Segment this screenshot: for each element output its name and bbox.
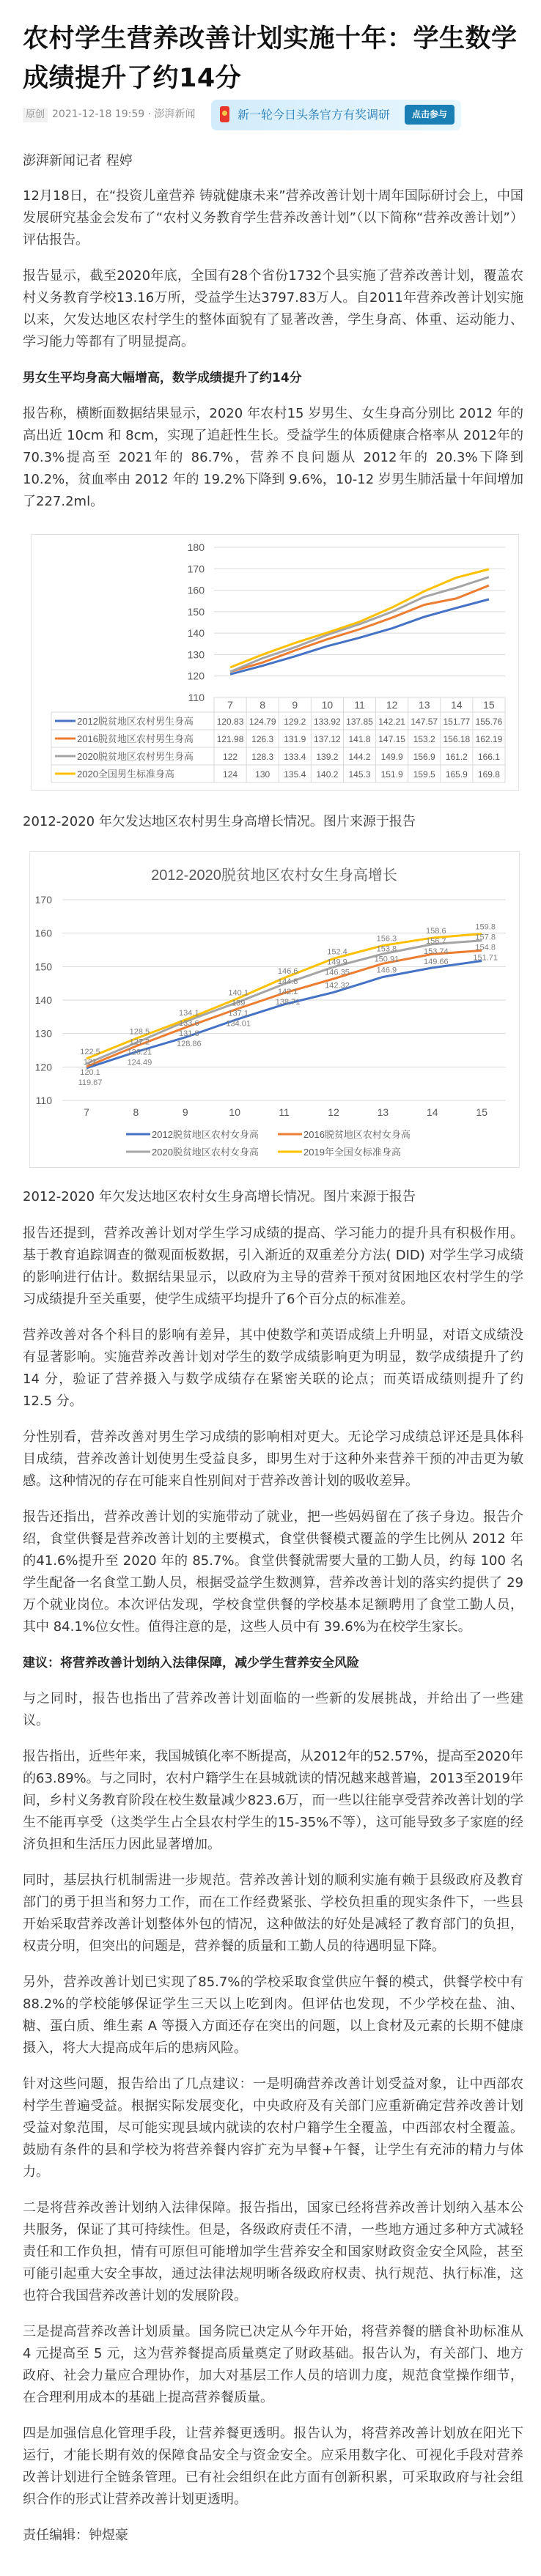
series-line-2: [230, 585, 489, 672]
series-line-3: [230, 577, 489, 672]
data-label: 134.01: [226, 1019, 251, 1029]
girls-height-chart: [29, 851, 520, 1168]
paragraph: 同时，基层执行机制需进一步规范。营养改善计划的顺利实施有赖于县级政府及教育部门的勇于担当和努力工作，而在工作经费紧张、学校负担重的现实条件下，一些县开始采取营养改善计划整体外包的情况，这种做法的好处是减轻了教育部门的负担，权责分明，但突出的问题是，营养餐的质量和工勤人员的待遇明显下降。: [23, 1873, 523, 1954]
y-tick-label: 120: [34, 1061, 52, 1073]
data-label: 144.8: [277, 977, 298, 986]
table-cell-value: 147.15: [378, 734, 405, 744]
y-tick-label: 150: [34, 961, 52, 973]
table-cell-value: 169.8: [477, 769, 500, 780]
y-tick-label: 180: [187, 541, 205, 553]
table-cell-value: 120.83: [216, 717, 244, 727]
table-cell-value: 129.2: [284, 717, 306, 727]
x-tick-label: 15: [483, 699, 495, 711]
section-heading: 建议：将营养改善计划纳入法律保障，减少学生营养安全风险: [23, 1656, 359, 1670]
x-tick-label: 15: [476, 1106, 487, 1118]
table-cell-value: 151.77: [443, 717, 471, 727]
article-title: 农村学生营养改善计划实施十年：学生数学成绩提升了约14分: [23, 24, 518, 93]
data-label: 159.8: [475, 922, 496, 932]
data-label: 150.91: [374, 955, 400, 964]
survey-banner[interactable]: [211, 100, 461, 130]
data-label: 128.5: [129, 1027, 150, 1037]
table-cell-value: 142.21: [378, 717, 405, 727]
x-tick-label: 11: [354, 699, 365, 711]
paragraph: 报告还提到，营养改善计划对学生学习成绩的提高、学习能力的提升具有积极作用。基于教育追踪调查的微观面板数据，引入渐近的双重差分方法( DID) 对学生学习成绩的影响进行估计。数据结果显示，以政府为主导的营养干预对贫困地区农村学生的学习成绩提升至关重要，使学生成绩平均提升了6个百分点的标准差。: [23, 1226, 523, 1307]
data-label: 127.2: [129, 1037, 150, 1047]
data-label: 142.1: [277, 987, 298, 996]
data-label: 146.9: [376, 966, 397, 975]
data-label: 137.1: [228, 1009, 249, 1018]
chart-caption: 2012-2020 年欠发达地区农村男生身高增长情况。图片来源于报告: [23, 814, 416, 829]
table-cell-value: 122: [223, 752, 238, 762]
data-label: 128.86: [176, 1039, 202, 1048]
chart-caption: 2012-2020 年欠发达地区农村女生身高增长情况。图片来源于报告: [23, 1189, 416, 1204]
author-line: 澎湃新闻记者 程婷: [23, 153, 133, 169]
table-cell-value: 165.9: [445, 769, 468, 780]
paragraph: 报告指出，近些年来，我国城镇化率不断提高，从2012年的52.57%，提高至2020年的63.89%。与之同时，农村户籍学生在县城就读的情况越来越普遍，2013至2019年间，乡村义务教育阶段在校生数量减少823.6万，而一些以往能享受营养改善计划的学生不能再享受（这类学生占全县农村学生的15-35%不等），这可能导致多子家庭的经济负担和生活压力因此显著增加。: [23, 1749, 523, 1852]
x-tick-label: 9: [292, 699, 298, 711]
chart-title: 2012-2020脱贫地区农村女生身高增长: [151, 867, 397, 884]
paragraph: 分性别看，营养改善对男生学习成绩的影响相对更大。无论学习成绩总评还是具体科目成绩，营养改善计划使男生受益良多，即男生对于这种外来营养干预的冲击更为敏感。这种情况的存在可能来自性别间对于营养改善计划的吸收差异。: [23, 1429, 523, 1489]
data-label: 146.35: [325, 968, 350, 977]
x-tick-label: 9: [182, 1106, 188, 1118]
table-cell-value: 124: [223, 769, 238, 780]
table-cell-value: 162.19: [475, 734, 503, 744]
section-heading: 男女生平均身高大幅增高，数学成绩提升了约14分: [23, 371, 302, 385]
y-tick-label: 150: [187, 605, 205, 618]
table-cell-value: 130: [255, 769, 270, 780]
x-tick-label: 8: [260, 699, 266, 711]
table-cell-value: 139.2: [316, 752, 339, 762]
table-cell-value: 145.3: [348, 769, 371, 780]
original-badge: 原创: [23, 108, 48, 122]
participate-button[interactable]: 点击参与: [405, 105, 454, 125]
legend-label: 2020脱贫地区农村男生身高: [77, 751, 194, 762]
table-cell-value: 124.79: [249, 717, 276, 727]
red-envelope-icon: [220, 106, 229, 122]
data-label: 156.3: [376, 934, 397, 944]
table-cell-value: 135.4: [284, 769, 306, 780]
y-tick-label: 130: [34, 1027, 52, 1040]
publish-date-source: 2021-12-18 19:59 · 澎湃新闻: [52, 108, 196, 120]
paragraph: 四是加强信息化管理手段，让营养餐更透明。报告认为，将营养改善计划放在阳光下运行，才能长期有效的保障食品安全与资金安全。应采用数字化、可视化手段对营养改善计划进行全链条管理。已有社会组织在此方面有创新积累，可采取政府与社会组织合作的形式让营养改善计划更透明。: [23, 2426, 523, 2507]
table-cell-value: 149.9: [380, 752, 403, 762]
table-cell-value: 156.18: [443, 734, 471, 744]
paragraph: 三是提高营养改善计划质量。国务院已决定从今年开始，将营养餐的膳食补助标准从 4 元提高至 5 元，这为营养餐提高质量奠定了财政基础。报告认为，有关部门、地方政府、社会力量应合理协作，加大对基层工作人员的培训力度，规范食堂操作细节，在合理利用成本的基础上提高营养餐质量。: [23, 2324, 523, 2405]
x-tick-label: 14: [451, 699, 463, 711]
table-cell-value: 141.8: [348, 734, 371, 744]
x-tick-label: 7: [227, 699, 233, 711]
series-line-1: [230, 599, 489, 674]
data-label: 124.49: [127, 1058, 152, 1067]
table-cell-value: 126.3: [251, 734, 274, 744]
data-label: 131.8: [179, 1029, 199, 1038]
x-tick-label: 13: [377, 1106, 389, 1118]
paragraph: 报告还指出，营养改善计划的实施带动了就业，把一些妈妈留在了孩子身边。报告介绍，食堂供餐是营养改善计划的主要模式，食堂供餐模式覆盖的学生比例从 2012 年的41.6%提升至 2020 年的 85.7%。食堂供餐就需要大量的工勤人员，约每 100 名学生配备一名食堂工勤人员，根据受益学生数测算，营养改善计划的落实约提供了 29 万个就业岗位。本次评估发现，学校食堂供餐的学校基本足额聘用了食堂工勤人员，其中 84.1%位女性。值得注意的是，这些人员中有 39.6%为在校学生家长。: [23, 1509, 523, 1635]
y-tick-label: 130: [187, 648, 205, 661]
y-tick-label: 140: [187, 627, 205, 640]
table-cell-value: 155.76: [475, 717, 503, 727]
x-tick-label: 13: [418, 699, 430, 711]
y-tick-label: 170: [34, 894, 52, 906]
y-tick-label: 160: [34, 927, 52, 939]
data-label: 126.21: [127, 1048, 152, 1057]
data-label: 134.1: [179, 1008, 199, 1018]
data-label: 138.71: [275, 997, 301, 1007]
y-tick-label: 120: [187, 670, 205, 682]
survey-banner-text[interactable]: 新一轮今日头条官方有奖调研: [238, 108, 391, 122]
data-label: 146.6: [277, 966, 298, 976]
table-cell-value: 151.9: [380, 769, 403, 780]
data-label: 157.8: [475, 933, 496, 942]
x-tick-label: 8: [133, 1106, 139, 1118]
boys-height-chart-svg: [32, 535, 518, 790]
paragraph: 报告显示，截至2020年底，全国有28个省份1732个县实施了营养改善计划，覆盖农村义务教育学校13.16万所，受益学生达3797.83万人。自2011年营养改善计划实施以来，欠发达地区农村学生的整体面貌有了显著改善，学生身高、体重、运动能力、学习能力等都有了明显提高。: [23, 268, 523, 349]
legend-label: 2020全国男生标准身高: [77, 769, 174, 780]
paragraph: 二是将营养改善计划纳入法律保障。报告指出，国家已经将营养改善计划纳入基本公共服务，保证了其可持续性。但是，各级政府责任不清，一些地方通过多种方式减轻责任和工作负担，情有可原但可能增加学生营养安全和国家财政资金安全风险，甚至可能引起重大安全事故，通过法律法规明晰各级政府权责、执行规范、执行标准，这也符合我国营养改善计划的发展阶段。: [23, 2200, 523, 2303]
y-tick-label: 110: [35, 1095, 52, 1106]
x-tick-label: 12: [386, 699, 398, 711]
legend-label: 2016脱贫地区农村男生身高: [77, 733, 194, 744]
legend-label: 2012脱贫地区农村男生身高: [77, 716, 194, 727]
data-label: 152.4: [327, 947, 347, 957]
legend-label: 2012脱贫地区农村女身高: [152, 1129, 259, 1140]
data-label: 154.8: [475, 943, 496, 952]
table-cell-value: 140.2: [316, 769, 339, 780]
data-label: 142.32: [325, 981, 350, 991]
paragraph: 营养改善对各个科目的影响有差异，其中使数学和英语成绩上升明显，对语文成绩没有显著影响。实施营养改善计划对学生的数学成绩影响更为明显，数学成绩提升了约 14 分，验证了营养摄入与数学成绩存在紧密关联的论点；而英语成绩则提升了约 12.5 分。: [23, 1328, 523, 1409]
x-tick-label: 10: [321, 699, 334, 711]
girls-height-chart-svg: [30, 852, 519, 1167]
table-cell-value: 156.9: [413, 752, 435, 762]
data-label: 122.5: [80, 1047, 100, 1056]
y-tick-label: 170: [187, 563, 205, 575]
data-label: 119.67: [78, 1078, 103, 1087]
paragraph: 另外，营养改善计划已实现了85.7%的学校采取食堂供应午餐的模式，供餐学校中有88.2%的学校能够保证学生三天以上吃到肉。但评估也发现，不少学校在盐、油、糖、蛋白质、维生素 A 等摄入方面还存在突出的问题，以上食材及元素的长期不健康摄入，将大大提高成年后的患病风险。: [23, 1974, 523, 2056]
y-tick-label: 160: [187, 584, 205, 596]
table-cell-value: 137.12: [314, 734, 341, 744]
legend-label: 2020脱贫地区农村女身高: [152, 1147, 259, 1158]
x-tick-label: 11: [279, 1106, 290, 1118]
series-line-4: [230, 569, 489, 667]
table-cell-value: 121.98: [216, 734, 244, 744]
data-label: 121: [83, 1057, 97, 1067]
data-label: 156.7: [426, 937, 446, 947]
boys-height-chart: [31, 534, 519, 791]
y-tick-label: 140: [34, 994, 52, 1006]
data-label: 149.9: [327, 958, 347, 967]
data-label: 149.66: [423, 958, 449, 967]
data-label: 151.71: [473, 953, 498, 963]
data-label: 133.6: [179, 1018, 199, 1028]
table-cell-value: 166.1: [477, 752, 500, 762]
table-cell-value: 133.4: [284, 752, 306, 762]
legend-label: 2016脱贫地区农村女身高: [303, 1129, 411, 1140]
data-label: 158.6: [426, 927, 446, 936]
data-label: 139: [232, 999, 246, 1008]
x-tick-label: 7: [84, 1106, 89, 1118]
data-label: 140.1: [228, 988, 249, 998]
legend-label: 2019年全国女标准身高: [303, 1147, 401, 1158]
table-cell-value: 147.57: [411, 717, 438, 727]
data-label: 153.74: [423, 947, 449, 957]
data-label: 120.1: [80, 1067, 100, 1077]
paragraph: 与之同时，报告也指出了营养改善计划面临的一些新的发展挑战，并给出了一些建议。: [23, 1691, 523, 1728]
table-cell-value: 153.2: [413, 734, 435, 744]
article-meta: [23, 100, 523, 130]
data-label: 153.8: [376, 944, 397, 954]
y-tick-label: 110: [188, 692, 205, 703]
table-cell-value: 144.2: [348, 752, 371, 762]
table-cell-value: 159.5: [413, 769, 435, 780]
table-cell-value: 131.9: [284, 734, 306, 744]
paragraph: 报告称，横断面数据结果显示，2020 年农村15 岁男生、女生身高分别比 2012 年的高出近 10cm 和 8cm，实现了追赶性生长。受益学生的体质健康合格率从 2012年的 70.3%提高至 2021年的 86.7%，营养不良问题从 2012年的 20.3%下降到 10.2%，贫血率由 2012 年的 19.2%下降到 9.6%，10-12 岁男生肺活量十年间增加了227.2ml。: [23, 406, 523, 509]
responsible-editor: 责任编辑：钟煜豪: [23, 2528, 128, 2543]
x-tick-label: 12: [328, 1106, 339, 1118]
table-cell-value: 137.85: [346, 717, 373, 727]
paragraph: 12月18日，在“投资儿童营养 铸就健康未来”营养改善计划十周年国际研讨会上，中国发展研究基金会发布了“农村义务教育学生营养改善计划”（以下简称“营养改善计划”）评估报告。: [23, 188, 523, 248]
paragraph: 针对这些问题，报告给出了几点建议：一是明确营养改善计划受益对象，让中西部农村学生普遍受益。根据实际发展变化，中央政府及有关部门应重新确定营养改善计划受益对象范围，尽可能实现县域内就读的农村户籍学生全覆盖，中西部农村全覆盖。鼓励有条件的县和学校为将营养餐内容扩充为早餐+午餐，让学生有充沛的精力与体力。: [23, 2076, 523, 2180]
table-cell-value: 161.2: [445, 752, 468, 762]
table-cell-value: 133.92: [314, 717, 341, 727]
x-tick-label: 10: [229, 1106, 240, 1118]
table-cell-value: 128.3: [251, 752, 274, 762]
x-tick-label: 14: [427, 1106, 438, 1118]
